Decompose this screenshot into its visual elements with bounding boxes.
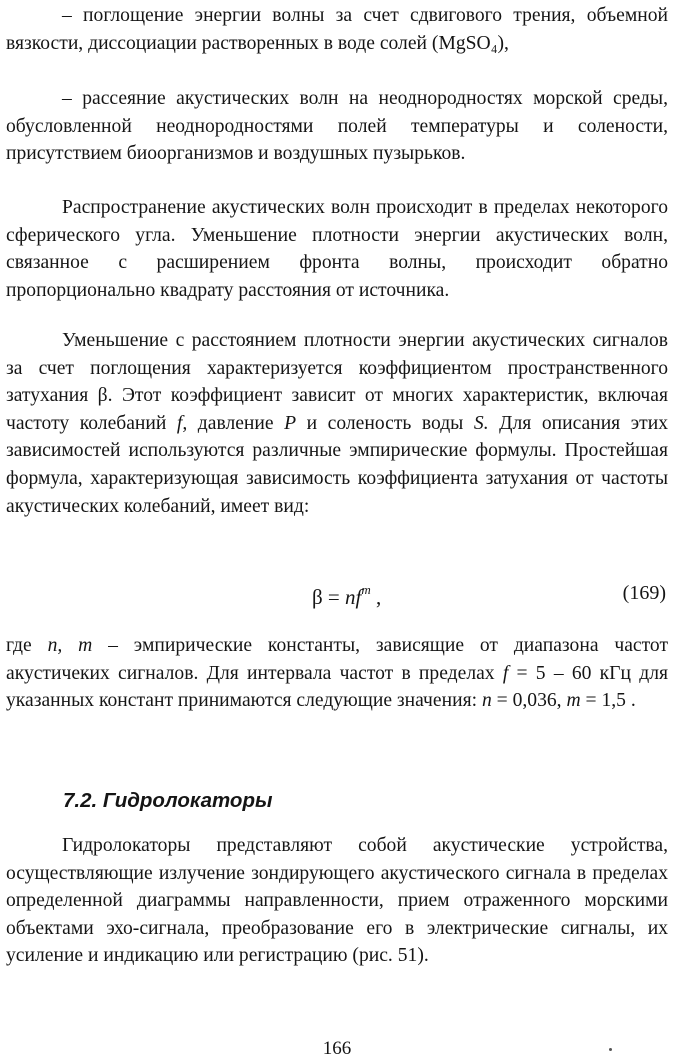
formula-f: f [355, 585, 362, 609]
variable-f: f [502, 662, 509, 684]
text-run: где [6, 635, 48, 656]
paragraph-attenuation [6, 327, 668, 520]
bullet-absorption: – поглощение энергии волны за счет сдвигового трения, объемной вязкости, диссоциации растворенных в воде солей (MgSO₄), [6, 5, 668, 54]
paragraph-propagation: Распространение акустических волн происходит в пределах некоторого сферического угла. Уменьшение плотности энергии акустических волн, связанное с расширением фронта волны, происходит обратно пропорционально квадрату расстояния от источника. [6, 197, 668, 301]
formula-exponent: m [361, 582, 371, 597]
text-run: Уменьшение с расстоянием плотности энергии акустических сигналов за счет поглощения характеризуется коэффициентом пространственного затухания β. Этот коэффициент зависит от многих характеристик, включая частоту колебаний [6, 330, 668, 434]
text-run: Для описания этих зависимостей используются различные эмпирические формулы. Простейшая формула, характеризующая зависимость коэффициента затухания от частоты акустических колебаний, имеет вид: [6, 412, 668, 517]
formula-lhs: β = [312, 585, 346, 609]
formula-number: (169) [622, 582, 666, 604]
variable-s: S. [473, 412, 489, 434]
text-run: давление [187, 412, 285, 434]
formula-n: n [345, 585, 356, 609]
formula-169 [6, 580, 668, 614]
formula-expression [312, 582, 381, 610]
variable-n: n [481, 690, 492, 712]
variables-n-m: n, m [47, 635, 93, 656]
formula-tail: , [370, 585, 382, 609]
variable-p: P [284, 412, 297, 434]
page-number: 166 [322, 1038, 352, 1059]
bullet-scattering: – рассеяние акустических волн на неоднородностях морской среды, обусловленной неоднородностями полей температуры и солености, присутствием биоорганизмов и воздушных пузырьков. [6, 88, 668, 165]
text-run: и соленость воды [296, 412, 474, 434]
section-heading: 7.2. Гидролокаторы [63, 789, 273, 812]
text-run: – эмпирические константы, зависящие от диапазона частот акустичеких сигналов. Для интервала частот в пределах [6, 635, 669, 684]
book-page [6, 0, 668, 1061]
variable-m: m [566, 690, 581, 712]
scan-speck [609, 1048, 612, 1051]
text-run: = 5 – 60 кГц для указанных констант принимаются следующие значения: [6, 662, 668, 712]
value-n: = 0,036, [491, 690, 567, 712]
paragraph-sonar: Гидролокаторы представляют собой акустические устройства, осуществляющие излучение зондирующего акустического сигнала в пределах определенной диаграммы направленности, прием отраженного морскими объектами эхо-сигнала, преобразование его в электрические сигналы, их усиление и индикацию или регистрацию (рис. 51). [6, 835, 668, 967]
paragraph-constants [6, 632, 668, 715]
value-m: = 1,5 . [580, 690, 636, 712]
variable-f: f, [176, 412, 188, 434]
